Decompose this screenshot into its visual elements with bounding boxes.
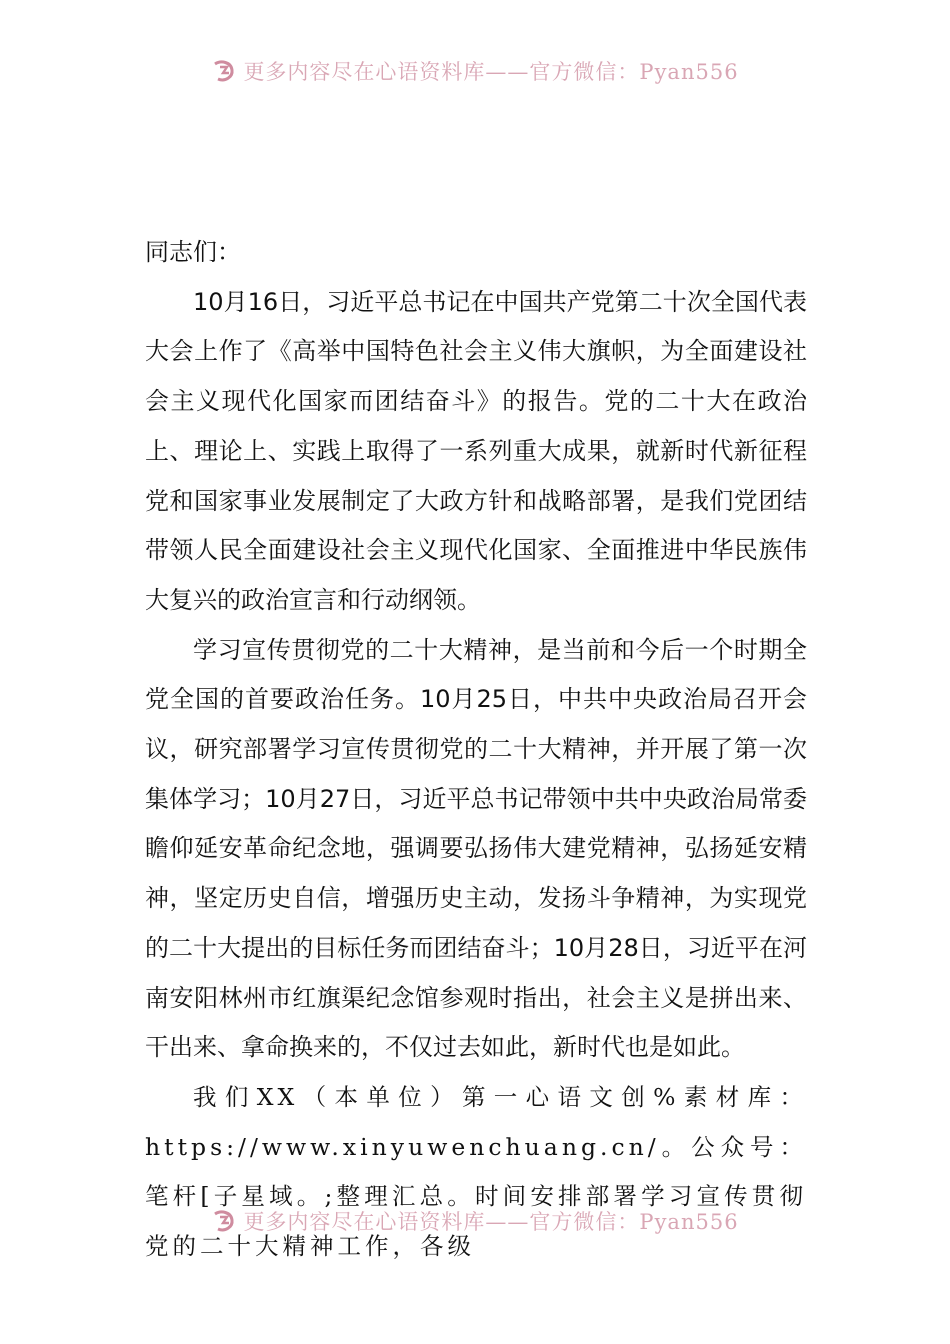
watermark-bottom	[0, 1206, 950, 1236]
document-body	[145, 228, 807, 1272]
salutation: 同志们：	[145, 238, 241, 266]
paragraph-2: 学习宣传贯彻党的二十大精神，是当前和今后一个时期全党全国的首要政治任务。10月25日，中共中央政治局召开会议，研究部署学习宣传贯彻党的二十大精神，并开展了第一次集体学习；10月27日，习近平总书记带领中共中央政治局常委瞻仰延安革命纪念地，强调要弘扬伟大建党精神，弘扬延安精神，坚定历史自信，增强历史主动，发扬斗争精神，为实现党的二十大提出的目标任务而团结奋斗；10月28日，习近平在河南安阳林州市红旗渠纪念馆参观时指出，社会主义是拼出来、干出来、拿命换来的，不仅过去如此，新时代也是如此。	[145, 635, 807, 1062]
watermark-text: 更多内容尽在心语资料库——官方微信：Pyan556	[243, 60, 739, 84]
paragraph-3: 我们XX（本单位）第一心语文创%素材库：https://www.xinyuwenchuang.cn/。公众号：笔杆[子星域。;整理汇总。时间安排部署学习宣传贯彻党的二十大精神工作，各级	[145, 1082, 807, 1261]
watermark-text: 更多内容尽在心语资料库——官方微信：Pyan556	[243, 1210, 739, 1234]
watermark-logo-icon	[211, 58, 237, 84]
watermark-logo-icon	[211, 1208, 237, 1234]
watermark-top	[0, 56, 950, 86]
paragraph-1: 10月16日，习近平总书记在中国共产党第二十次全国代表大会上作了《高举中国特色社会主义伟大旗帜，为全面建设社会主义现代化国家而团结奋斗》的报告。党的二十大在政治上、理论上、实践上取得了一系列重大成果，就新时代新征程党和国家事业发展制定了大政方针和战略部署，是我们党团结带领人民全面建设社会主义现代化国家、全面推进中华民族伟大复兴的政治宣言和行动纲领。	[145, 287, 807, 614]
